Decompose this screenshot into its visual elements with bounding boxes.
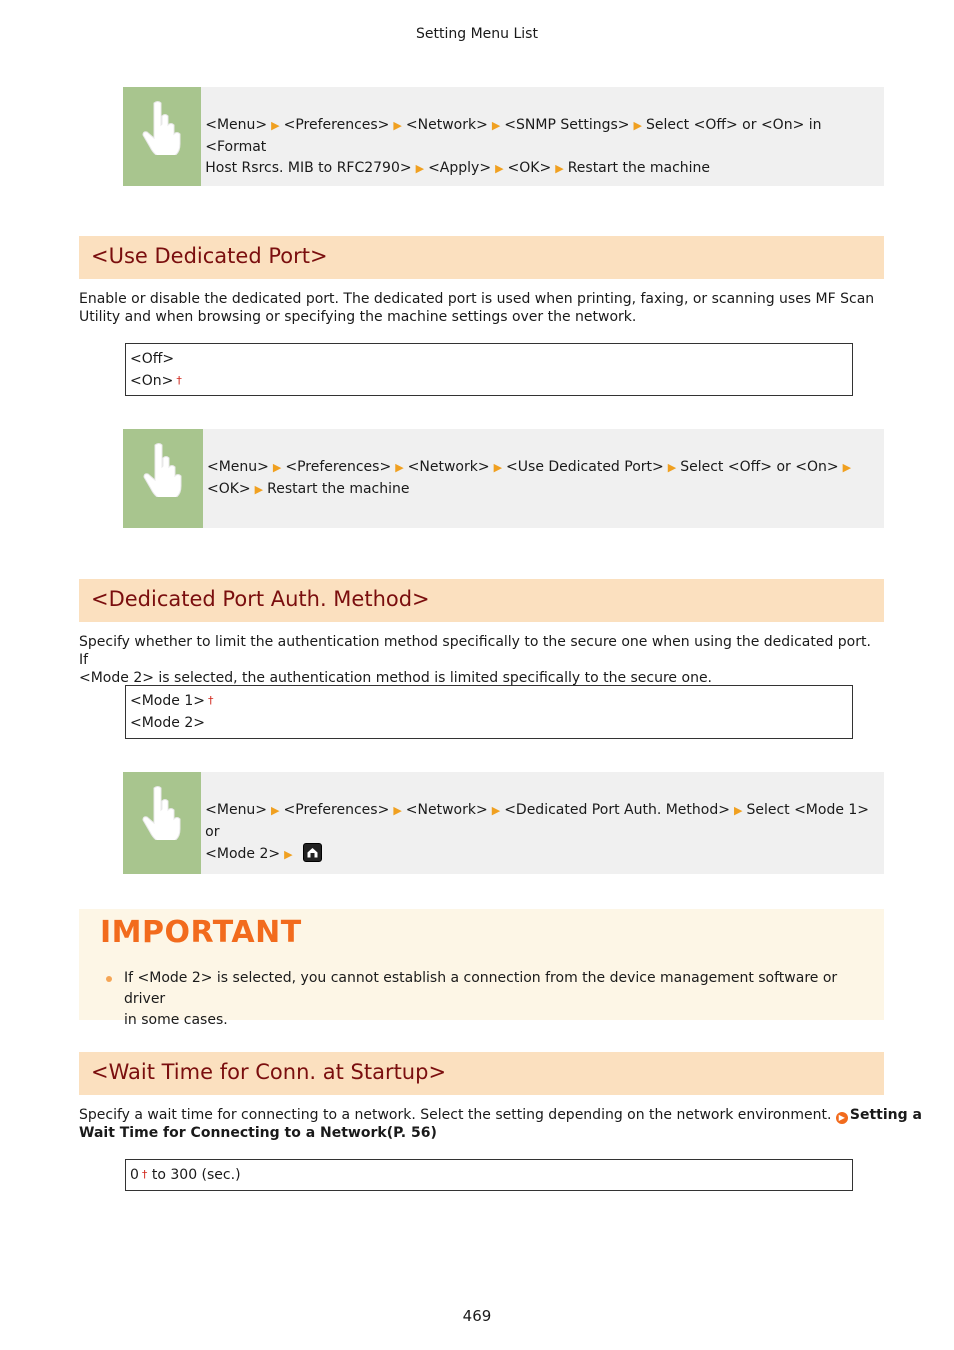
step-text: Host Rsrcs. MIB to RFC2790> [205, 160, 412, 176]
description-line: Utility and when browsing or specifying the machine settings over the network. [79, 309, 637, 325]
section-description [79, 1106, 922, 1142]
description-line: Enable or disable the dedicated port. The dedicated port is used when printing, faxing, or scanning uses MF Scan [79, 291, 875, 307]
operation-box-dedicated-port [123, 429, 884, 528]
description-line: <Mode 2> is selected, the authentication method is limited specifically to the secure one. [79, 670, 713, 686]
home-icon [303, 843, 322, 862]
hand-pointer-icon [123, 87, 201, 186]
important-note [79, 909, 884, 1028]
step-text: <Preferences> [283, 117, 390, 133]
description-line: Specify whether to limit the authentication method specifically to the secure one when using the dedicated port. If [79, 634, 871, 668]
arrow-right-icon: ▶ [491, 119, 501, 132]
arrow-right-icon: ▶ [495, 162, 504, 175]
important-text-line: in some cases. [124, 1012, 228, 1028]
step-text: <OK> [507, 160, 552, 176]
page-number: 469 [462, 1307, 492, 1325]
arrow-right-icon: ▶ [555, 162, 564, 175]
option-off [130, 348, 848, 370]
step-text: <Use Dedicated Port> [506, 459, 664, 475]
step-text: Select <Mode 1> or [205, 802, 870, 840]
operation-box-snmp [123, 87, 884, 186]
step-text: <Preferences> [285, 459, 392, 475]
option-value: 0 [130, 1167, 139, 1183]
section-title: <Dedicated Port Auth. Method> [91, 587, 430, 611]
section-description [79, 633, 884, 687]
link-text[interactable]: Wait Time for Connecting to a Network(P. 56) [79, 1125, 437, 1141]
arrow-right-icon: ▶ [667, 461, 677, 474]
arrow-right-icon: ▶ [393, 804, 402, 817]
important-text-line: If <Mode 2> is selected, you cannot establish a connection from the device management software or driver [124, 970, 838, 1007]
operation-steps [201, 772, 884, 874]
option-mode-1 [130, 690, 848, 712]
operation-box-auth-method [123, 772, 884, 874]
default-dagger-icon: † [141, 1168, 148, 1181]
options-box [125, 1159, 853, 1191]
option-on [130, 370, 848, 392]
section-title: <Use Dedicated Port> [91, 244, 328, 268]
step-text: <Preferences> [283, 802, 390, 818]
step-text: Restart the machine [267, 480, 410, 497]
description-text: Specify a wait time for connecting to a network. Select the setting depending on the network environment. [79, 1107, 832, 1123]
section-title: <Wait Time for Conn. at Startup> [91, 1060, 447, 1084]
arrow-right-icon: ▶ [393, 119, 402, 132]
step-text: <Menu> [207, 459, 269, 475]
section-heading-wait-time [79, 1052, 884, 1095]
link-wait-time[interactable] [836, 1107, 922, 1123]
default-dagger-icon: † [176, 374, 182, 387]
step-text: Select <Off> or <On> [680, 459, 839, 475]
option-range-text: to 300 (sec.) [151, 1167, 241, 1183]
step-text: <Network> [405, 117, 488, 133]
step-text: Select <Off> or <On> in <Format [205, 117, 822, 155]
section-heading-use-dedicated-port [79, 236, 884, 279]
arrow-right-icon: ▶ [493, 461, 503, 474]
link-wait-time-cont[interactable] [79, 1124, 884, 1142]
arrow-right-icon: ▶ [733, 804, 743, 817]
arrow-right-icon: ▶ [254, 482, 264, 496]
options-box [125, 685, 853, 739]
default-dagger-icon: † [207, 694, 214, 707]
arrow-right-icon: ▶ [284, 848, 293, 861]
link-arrow-icon: ▶ [836, 1112, 848, 1124]
option-mode-2 [130, 712, 848, 734]
arrow-right-icon: ▶ [271, 804, 280, 817]
option-range [130, 1164, 848, 1186]
operation-steps [203, 429, 867, 528]
step-text: <OK> [207, 480, 251, 497]
options-box [125, 343, 853, 396]
arrow-right-icon: ▶ [272, 461, 282, 474]
arrow-right-icon: ▶ [491, 804, 501, 817]
important-title: IMPORTANT [100, 915, 302, 950]
arrow-right-icon: ▶ [415, 162, 425, 175]
step-text: <Network> [405, 802, 488, 818]
description-line [79, 1106, 922, 1124]
arrow-right-icon: ▶ [395, 461, 404, 474]
arrow-right-icon: ▶ [842, 461, 852, 474]
option-label: <Off> [130, 351, 175, 367]
hand-pointer-icon [123, 429, 203, 528]
step-text: <Apply> [428, 160, 492, 176]
link-text[interactable]: Setting a [849, 1107, 922, 1123]
arrow-right-icon: ▶ [271, 119, 280, 132]
step-text: <Menu> [205, 117, 268, 133]
step-text: <Menu> [205, 802, 268, 818]
operation-steps [201, 87, 884, 186]
step-text: Restart the machine [567, 160, 711, 176]
step-text: <Network> [407, 459, 490, 475]
step-text: <Mode 2> [205, 846, 281, 862]
important-list-item [124, 968, 864, 1031]
option-label: <On> [130, 373, 174, 389]
arrow-right-icon: ▶ [633, 119, 642, 132]
step-text: <Dedicated Port Auth. Method> [504, 802, 730, 818]
hand-pointer-icon [123, 772, 201, 874]
option-label: <Mode 1> [130, 693, 205, 709]
option-label: <Mode 2> [130, 715, 205, 731]
section-description [79, 290, 884, 326]
step-text: <SNMP Settings> [504, 117, 630, 133]
bullet-icon [106, 976, 112, 982]
section-heading-auth-method [79, 579, 884, 622]
running-header: Setting Menu List [416, 26, 538, 42]
